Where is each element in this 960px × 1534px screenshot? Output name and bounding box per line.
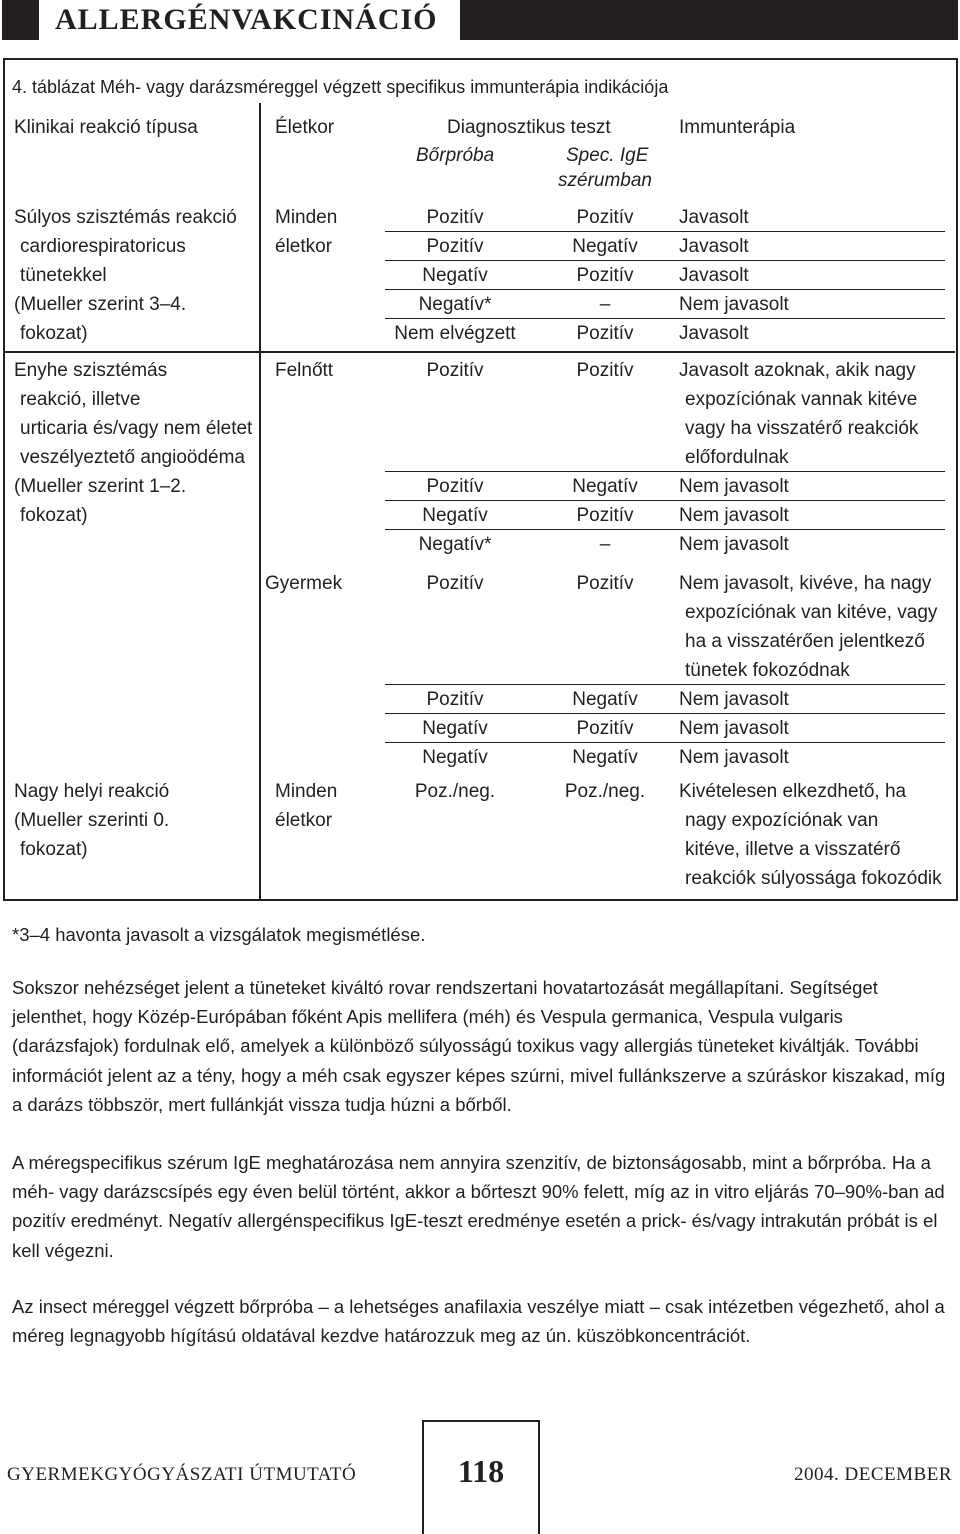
group2-child-label: Gyermek [265, 573, 343, 594]
row-separator [385, 500, 945, 501]
paragraph-text: Sokszor nehézséget jelent a tüneteket kiváltó rovar rendszertani hovatartozását megállapítani. Segítséget jelenthet, hogy Közép-Európában főként Apis mellifera (méh) és Vespula germanica, Vespula vulgaris (darázsfajok) fordulnak elő, amelyek a különböző súlyosságú toxikus vagy allergiás tüneteket kiváltják. További információt jelent az a tény, hogy a méh csak egyszer képes szúrni, mivel fullánkszerve a szúráskor kiszakad, míg a darázs többször, mert fullánkját vissza tudja húzni a bőrből. [12, 977, 946, 1115]
g2-child-skin: Negatív [422, 718, 488, 739]
g1-skin: Negatív* [418, 294, 492, 315]
g2-adult-therapy-line: Javasolt azoknak, akik nagy [679, 360, 916, 381]
g2-adult-therapy: Nem javasolt [679, 476, 789, 497]
group1-reaction-line: (Mueller szerint 3–4. [14, 294, 187, 315]
g1-skin: Pozitív [426, 207, 484, 228]
g2-child-therapy-line: tünetek fokozódnak [685, 660, 850, 681]
g3-ige: Poz./neg. [564, 781, 646, 802]
g2-adult-therapy-line: előfordulnak [685, 447, 789, 468]
group1-reaction-line: fokozat) [20, 323, 88, 344]
header-diagnostic-test: Diagnosztikus teszt [447, 117, 611, 138]
footer-date: 2004. DECEMBER [794, 1464, 952, 1485]
row-separator [385, 318, 945, 319]
g1-therapy: Javasolt [679, 236, 749, 257]
group1-reaction-line: tünetekkel [20, 265, 107, 286]
group-separator [4, 351, 955, 353]
g2-child-therapy: Nem javasolt [679, 718, 789, 739]
row-separator [385, 742, 945, 743]
header-spec-ige-serum: szérumban [558, 170, 652, 191]
body-paragraph [12, 1148, 947, 1265]
g2-child-therapy-line: Nem javasolt, kivéve, ha nagy [679, 573, 932, 594]
g3-therapy-line: kitéve, illetve a visszatérő [685, 839, 901, 860]
g3-therapy-line: Kivételesen elkezdhető, ha [679, 781, 907, 802]
row-separator [385, 684, 945, 685]
header-spec-ige: Spec. IgE [566, 145, 649, 166]
row-separator [385, 260, 945, 261]
g2-child-ige: Pozitív [576, 718, 634, 739]
g2-child-therapy-line: expozíciónak van kitéve, vagy [685, 602, 938, 623]
g1-therapy: Javasolt [679, 323, 749, 344]
g3-therapy-line: nagy expozíciónak van [685, 810, 879, 831]
header-reaction-type: Klinikai reakció típusa [14, 117, 198, 138]
g1-skin: Nem elvégzett [394, 323, 516, 344]
group1-reaction-line: cardiorespiratoricus [20, 236, 186, 257]
g2-adult-therapy-line: vagy ha visszatérő reakciók [685, 418, 919, 439]
g2-adult-ige: Pozitív [576, 360, 634, 381]
group2-reaction-line: reakció, illetve [20, 389, 141, 410]
header-age: Életkor [275, 117, 335, 138]
g2-child-ige: Negatív [572, 689, 638, 710]
row-separator [385, 289, 945, 290]
group2-reaction-line: Enyhe szisztémás [14, 360, 168, 381]
row-separator [385, 231, 945, 232]
g2-adult-ige: Negatív [572, 476, 638, 497]
group2-reaction-line: veszélyeztető angioödéma [20, 447, 245, 468]
g1-ige: Pozitív [576, 323, 634, 344]
group1-age: Minden [275, 207, 338, 228]
table-footnote: *3–4 havonta javasolt a vizsgálatok megismétlése. [12, 924, 426, 945]
g1-skin: Pozitív [426, 236, 484, 257]
group1-age: életkor [275, 236, 333, 257]
body-paragraph [12, 973, 947, 1119]
g2-adult-skin: Pozitív [426, 476, 484, 497]
paragraph-text: Az insect méreggel végzett bőrpróba – a lehetséges anafilaxia veszélye miatt – csak intézetben végezhető, ahol a méreg legnagyobb hígítású oldatával kezdve határozzuk meg az ún. küszöbkoncentrációt. [12, 1296, 945, 1347]
g1-skin: Negatív [422, 265, 488, 286]
header-immunotherapy: Immunterápia [679, 117, 796, 138]
g2-adult-ige: – [599, 534, 611, 555]
column-divider [259, 103, 261, 900]
g2-child-skin: Pozitív [426, 573, 484, 594]
group3-reaction-line: fokozat) [20, 839, 88, 860]
g2-child-skin: Negatív [422, 747, 488, 768]
footer-publication: GYERMEKGYÓGYÁSZATI ÚTMUTATÓ [7, 1464, 357, 1485]
group3-age: életkor [275, 810, 333, 831]
g2-child-therapy-line: ha a visszatérően jelentkező [685, 631, 925, 652]
g2-adult-therapy-line: expozíciónak vannak kitéve [685, 389, 918, 410]
g2-child-skin: Pozitív [426, 689, 484, 710]
g2-adult-skin: Negatív [422, 505, 488, 526]
g2-child-ige: Negatív [572, 747, 638, 768]
paragraph-text: A méregspecifikus szérum IgE meghatározása nem annyira szenzitív, de biztonságosabb, mint a bőrpróba. Ha a méh- vagy darázscsípés egy éven belül történt, akkor a bőrteszt 90% felett, míg az in vitro eljárás 70–90%-ban ad pozitív eredményt. Negatív allergénspecifikus IgE-teszt eredménye esetén a prick- és/vagy intrakután próbát is el kell végezni. [12, 1152, 945, 1261]
page-number: 118 [457, 1453, 505, 1489]
g1-ige: – [599, 294, 611, 315]
body-paragraph [12, 1292, 947, 1350]
g2-adult-skin: Pozitív [426, 360, 484, 381]
row-separator [385, 713, 945, 714]
g3-skin: Poz./neg. [414, 781, 496, 802]
row-separator [385, 529, 945, 530]
g2-child-ige: Pozitív [576, 573, 634, 594]
g2-adult-therapy: Nem javasolt [679, 534, 789, 555]
table-caption: 4. táblázat Méh- vagy darázsméreggel végzett specifikus immunterápia indikációja [12, 77, 669, 97]
group2-reaction-line: (Mueller szerint 1–2. [14, 476, 187, 497]
group1-reaction-line: Súlyos szisztémás reakció [14, 207, 237, 228]
header-skin-test: Bőrpróba [416, 145, 495, 166]
g2-child-therapy: Nem javasolt [679, 747, 789, 768]
g2-child-therapy: Nem javasolt [679, 689, 789, 710]
group3-reaction-line: Nagy helyi reakció [14, 781, 170, 802]
group2-adult-label: Felnőtt [275, 360, 334, 381]
group3-reaction-line: (Mueller szerinti 0. [14, 810, 170, 831]
g1-therapy: Javasolt [679, 207, 749, 228]
row-separator [385, 471, 945, 472]
g2-adult-ige: Pozitív [576, 505, 634, 526]
g1-ige: Negatív [572, 236, 638, 257]
g1-therapy: Javasolt [679, 265, 749, 286]
g1-ige: Pozitív [576, 265, 634, 286]
g1-ige: Pozitív [576, 207, 634, 228]
page-title: ALLERGÉNVAKCINÁCIÓ [55, 3, 438, 36]
g3-therapy-line: reakciók súlyossága fokozódik [685, 868, 942, 889]
group3-age: Minden [275, 781, 338, 802]
g2-adult-therapy: Nem javasolt [679, 505, 789, 526]
g1-therapy: Nem javasolt [679, 294, 789, 315]
group2-reaction-line: urticaria és/vagy nem életet [20, 418, 253, 439]
group2-reaction-line: fokozat) [20, 505, 88, 526]
g2-adult-skin: Negatív* [418, 534, 492, 555]
